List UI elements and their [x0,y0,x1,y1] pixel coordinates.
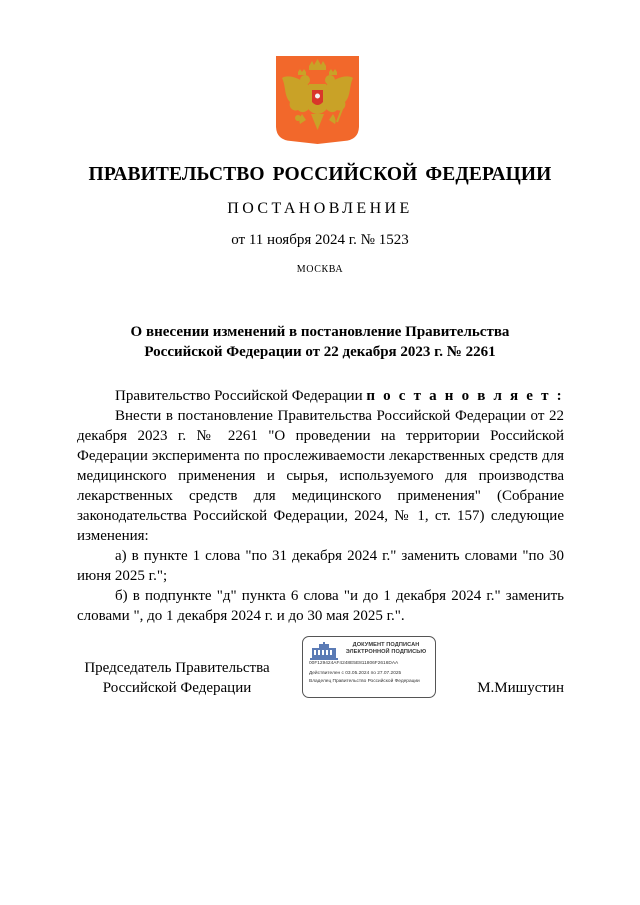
subject-line-1: О внесении изменений в постановление Правительства [130,324,510,340]
signer-position [77,658,277,698]
stamp-owner: Владелец Правительство Российской Федерации [309,679,420,684]
item-b: б) в подпункте "д" пункта 6 слова "и до 1 декабря 2024 г." заменить словами ", до 1 декабря 2024 г. и до 30 мая 2025 г.". [77,588,564,624]
electronic-signature-stamp [302,636,436,698]
government-title: ПРАВИТЕЛЬСТВО РОССИЙСКОЙ ФЕДЕРАЦИИ [88,164,552,185]
stamp-heading [339,642,433,656]
document-subject [0,322,640,362]
preamble [77,386,564,406]
paragraph-main: Внести в постановление Правительства Российской Федерации от 22 декабря 2023 г. № 2261 "О проведении на территории Российской Федерации эксперимента по прослеживаемости лекарственных средств для медицинского применения и сырья, используемого для производства лекарственных средств для медицинского применения" (Собрание законодательства Российской Федерации, 2024, № 1, ст. 157) следующие изменения: [77,408,564,544]
document-date-number: от 11 ноября 2024 г. № 1523 [231,232,409,248]
government-building-icon [310,642,338,660]
document-city: МОСКВА [296,264,344,275]
stamp-heading-line-1: ДОКУМЕНТ ПОДПИСАН [352,642,420,648]
stamp-validity: Действителен с 03.05.2024 по 27.07.2025 [309,671,402,676]
coat-of-arms-emblem [276,56,359,144]
document-body [77,386,564,626]
item-a: а) в пункте 1 слова "по 31 декабря 2024 г." заменить словами "по 30 июня 2025 г."; [77,548,564,584]
subject-line-2: Российской Федерации от 22 декабря 2023 г. № 2261 [144,344,496,360]
stamp-certificate: 00F129424AF4248E5E811806F2616DAA [309,661,399,666]
signer-name: М.Мишустин [477,680,564,696]
signer-position-line-2: Российской Федерации [102,680,252,696]
signer-position-line-1: Председатель Правительства [84,660,270,676]
document-type: ПОСТАНОВЛЕНИЕ [227,200,413,217]
russian-coat-of-arms-icon [276,56,359,144]
preamble-decree: п о с т а н о в л я е т : [366,388,564,404]
stamp-heading-line-2: ЭЛЕКТРОННОЙ ПОДПИСЬЮ [345,649,427,655]
preamble-text: Правительство Российской Федерации [115,388,367,404]
